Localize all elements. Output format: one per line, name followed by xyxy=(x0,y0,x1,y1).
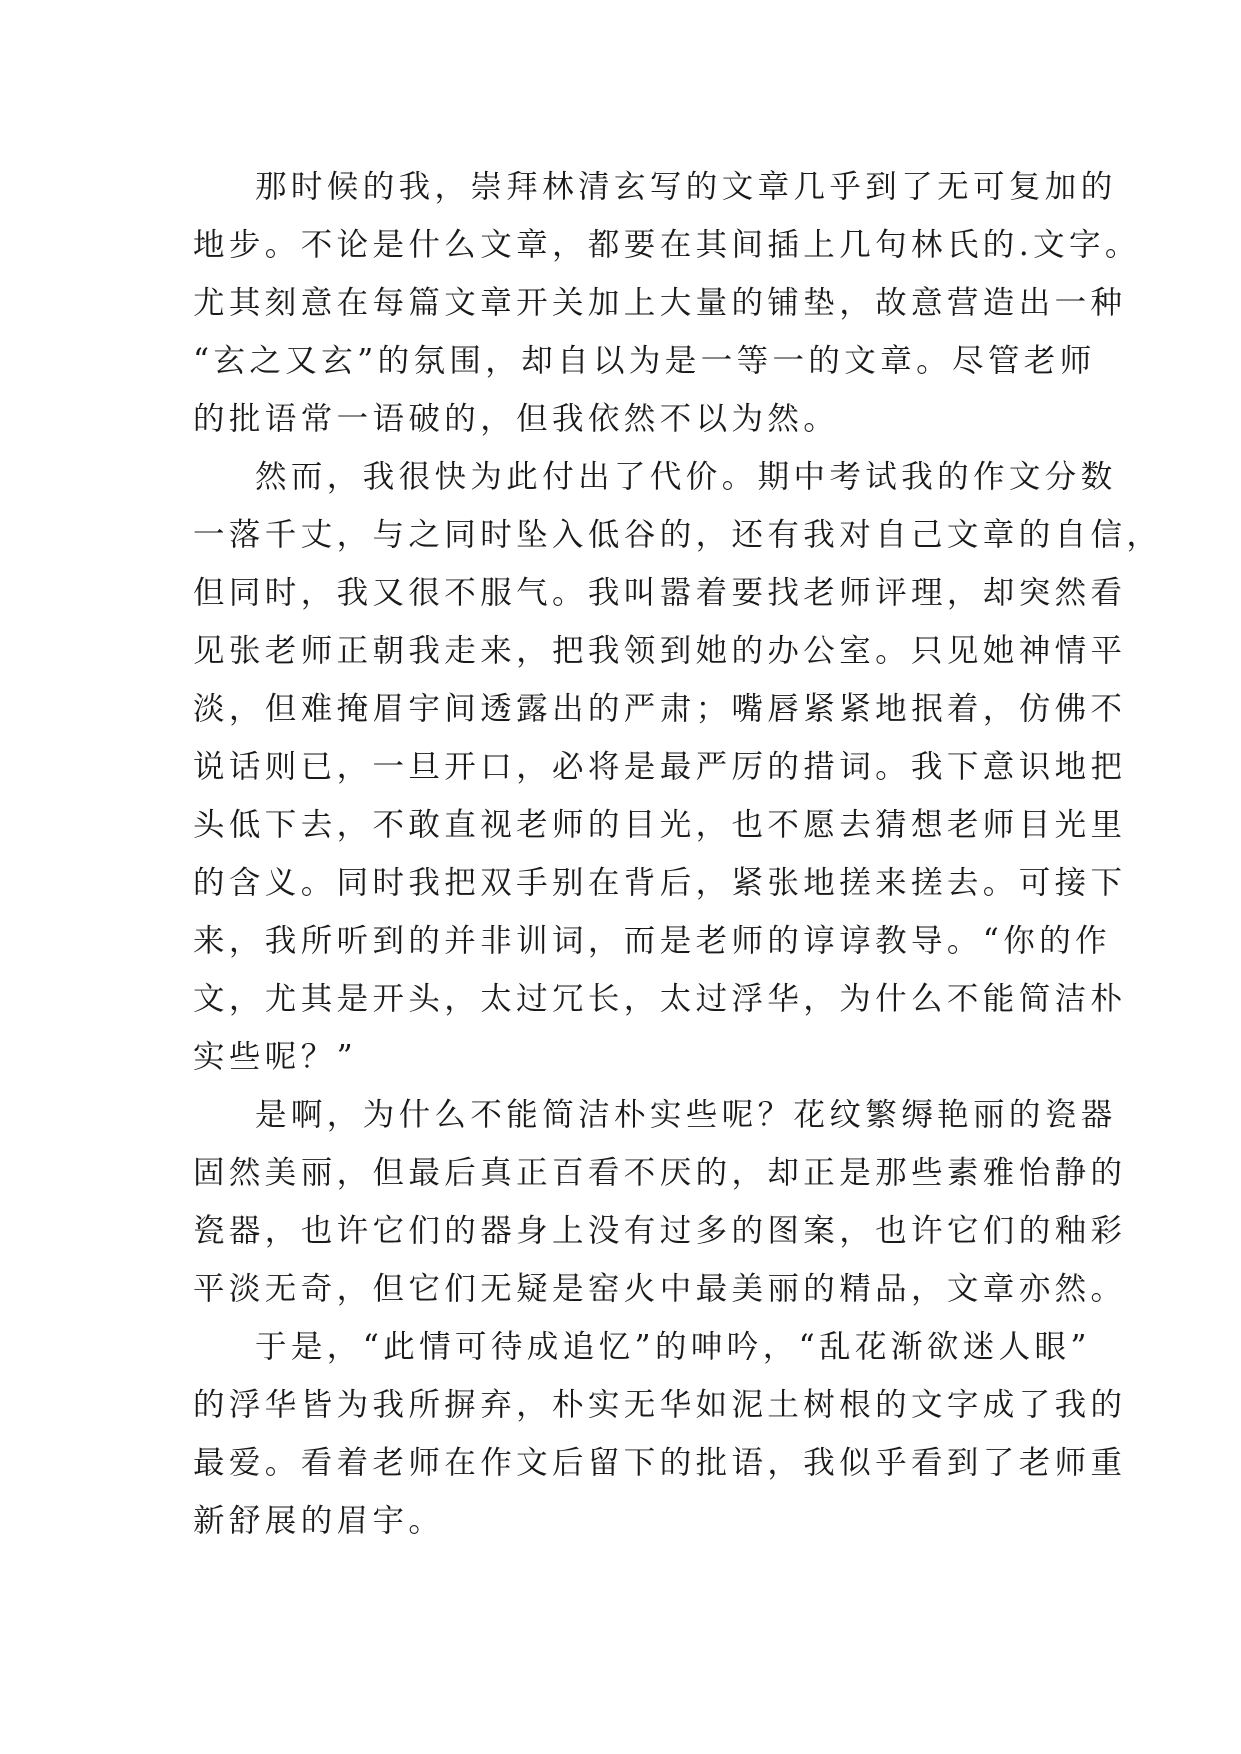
text-line: 头低下去，不敢直视老师的目光，也不愿去猜想老师目光里 xyxy=(193,807,1127,843)
text-line: 最爱。看着老师在作文后留下的批语，我似乎看到了老师重 xyxy=(193,1445,1127,1481)
text-line: 的批语常一语破的，但我依然不以为然。 xyxy=(193,401,840,437)
text-line: 于是，“此情可待成追忆”的呻吟，“乱花渐欲迷人眼” xyxy=(255,1329,1091,1365)
text-line: 平淡无奇，但它们无疑是窑火中最美丽的精品，文章亦然。 xyxy=(193,1271,1127,1307)
text-line: 的浮华皆为我所摒弃，朴实无华如泥土树根的文字成了我的 xyxy=(193,1387,1127,1423)
text-line: 然而，我很快为此付出了代价。期中考试我的作文分数 xyxy=(255,459,1117,495)
text-line: 淡，但难掩眉宇间透露出的严肃；嘴唇紧紧地抿着，仿佛不 xyxy=(193,691,1127,727)
text-line: 是啊，为什么不能简洁朴实些呢？花纹繁缛艳丽的瓷器 xyxy=(255,1097,1117,1133)
text-line: 见张老师正朝我走来，把我领到她的办公室。只见她神情平 xyxy=(193,633,1127,669)
text-line: 但同时，我又很不服气。我叫嚣着要找老师评理，却突然看 xyxy=(193,575,1127,611)
text-line: 来，我所听到的并非训词，而是老师的谆谆教导。“你的作 xyxy=(193,923,1112,959)
text-line: 文，尤其是开头，太过冗长，太过浮华，为什么不能简洁朴 xyxy=(193,981,1127,1017)
text-line: 一落千丈，与之同时坠入低谷的，还有我对自己文章的自信， xyxy=(193,517,1163,553)
text-line: 新舒展的眉宇。 xyxy=(193,1503,445,1539)
text-line: 地步。不论是什么文章，都要在其间插上几句林氏的.文字。 xyxy=(193,227,1141,263)
text-line: 说话则已，一旦开口，必将是最严厉的措词。我下意识地把 xyxy=(193,749,1127,785)
text-line: “玄之又玄”的氛围，却自以为是一等一的文章。尽管老师 xyxy=(193,343,1096,379)
text-line: 固然美丽，但最后真正百看不厌的，却正是那些素雅怡静的 xyxy=(193,1155,1127,1191)
text-line: 的含义。同时我把双手别在背后，紧张地搓来搓去。可接下 xyxy=(193,865,1127,901)
text-line: 尤其刻意在每篇文章开关加上大量的铺垫，故意营造出一种 xyxy=(193,285,1127,321)
text-line: 瓷器，也许它们的器身上没有过多的图案，也许它们的釉彩 xyxy=(193,1213,1127,1249)
text-line: 那时候的我，崇拜林清玄写的文章几乎到了无可复加的 xyxy=(255,169,1117,205)
essay-text xyxy=(193,158,1163,1550)
text-line: 实些呢？” xyxy=(193,1039,358,1075)
